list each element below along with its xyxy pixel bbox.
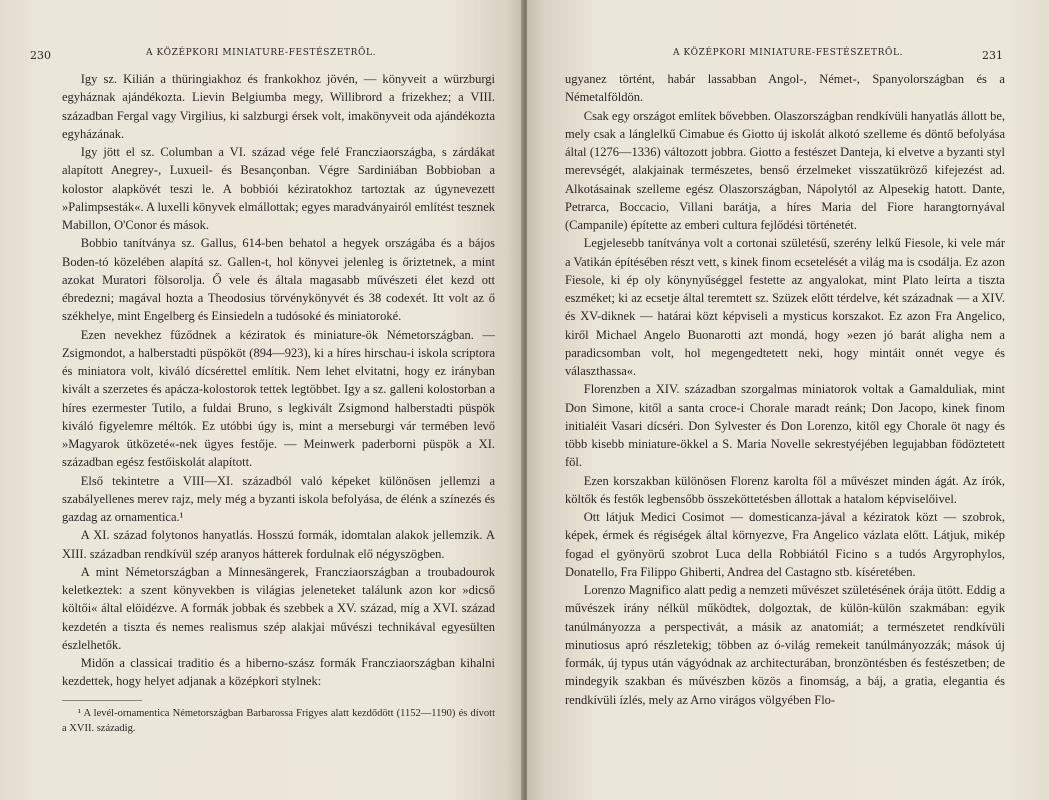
footnote [62, 706, 495, 736]
paragraph: Csak egy országot említek bővebben. Olaszországban rendkívüli hanyatlás állott be, mely csak a lánglelkű Cimabue és Giotto új iskolát alkotó szelleme és döntő befolyása által (1276—1336) változott jobbra. Giotto a festészet Danteja, ki elvetve a byzanti styl merevségét, alakjainak természetes, benső érzelmeket visszatükröző kifejezést ad. Alkotásainak szelleme egész Olaszországban, Nápolytól az Alpesekig hatott. Dante, Petrarca, Boccacio, Villani barátja, a híres Maria del Fiore harangtornyával (Campanile) építette az emberi cultura fejlődési történetét. [565, 108, 1005, 232]
page-body [565, 70, 1005, 709]
paragraph: Ezen nevekhez fűződnek a kéziratok és miniature-ök Németországban. — Zsigmondot, a halberstadti püspököt (894—923), ki a híres hirschau-i iskola scriptora és miniatora volt, kiváló dícsérettel említik. Nem lehet elvitatni, hogy ez irányban kivált a szerzetes és apácza-kolostorok tettek legtöbbet. Igy a sz. galleni kolostorban a híres ezermester Tutilo, a fuldai Bruno, s legkivált Zsigmond halberstadti püspök kiváló figyelemre méltók. Ez utóbbi úgy is, mint a merseburgi vár termében levő »Magyarok ütközeté«-nek ügyes festője. — Meinwerk paderborni püspök a XI. században egész festőiskolát alapított. [62, 327, 495, 470]
paragraph: Lorenzo Magnifico alatt pedig a nemzeti művészet születésének órája ütött. Eddig a művészek irány nélkül működtek, dolgoztak, de külön-külön szakmában: egyik tanúlmányozza a perspectivát, a másik az anatomiát; a természetet rendkívüli minutiosus apró részletekig; többen az ó-világ remekeit tanúlmányozzák; mások új formák, új typus után vágyódnak az architecturában, bronzöntésben és festészetben; de mindegyik szakban és művészben közös a finomság, a báj, a gratia, elegantia és rendkívüli ízlés, mely az Arno virágos völgyében Flo- [565, 583, 1005, 707]
paragraph: Midőn a classicai traditio és a hiberno-szász formák Francziaországban kihalni kezdettek, hogy helyet adjanak a középkori stylnek: [62, 656, 495, 689]
page-number: 231 [982, 49, 1003, 62]
page-body [62, 70, 495, 691]
paragraph: A mint Németországban a Minnesängerek, Francziaországban a troubadourok keletkeztek: a szent könyvekben is világias jeleneteket találunk azon kor »dicső költői« által elöidézve. A formák jobbak és szebbek a XV. század, míg a XVI. század kezdetén a tiszta és nemes realismus szép alakjai művészi technikával egyesülten észlelhetők. [62, 564, 495, 652]
page-number: 230 [30, 49, 51, 62]
running-head: A KÖZÉPKORI MINIATURE-FESTÉSZETRŐL. [146, 48, 377, 58]
paragraph: Legjelesebb tanítványa volt a cortonai születésű, szerény lelkű Fiesole, ki vele már a Vatikán építésében részt vett, s kinek finom ecsetelését a világ ma is csodálja. Ez azon Fiesole, ki ép oly könynyűséggel festette az angyalokat, mint Plato leírta a tiszta eszméket; ki az ecsetje által teremtett sz. Szüzek előtt térdelve, két századnak — a XIV. és XV-diknek — határai közt képviseli a mysticus korszakot. Ez azon Fra Angelico, kiről Michael Angelo Buonarotti azt mondá, hogy »ezen jó barát aligha nem a paradicsomban volt, hol megengedtetett neki, hogy mintáit onnét vegye és választhassa«. [565, 236, 1005, 378]
footnote-rule [62, 700, 142, 701]
paragraph: ugyanez történt, habár lassabban Angol-, Német-, Spanyolországban és a Németalföldön. [565, 72, 1005, 105]
running-head: A KÖZÉPKORI MINIATURE-FESTÉSZETRŐL. [673, 48, 904, 58]
right-page [527, 0, 1049, 800]
paragraph: Első tekintetre a VIII—XI. századból való képeket különösen jellemzi a szabályellenes merev rajz, mely még a byzanti iskola befolyása, de élénk a színezés és gazdag az ornamentica.¹ [62, 473, 495, 524]
paragraph: Bobbio tanítványa sz. Gallus, 614-ben behatol a hegyek országába és a bájos Boden-tó közelében alapítá sz. Gallen-t, hol könyvei jelenleg is őriztetnek, a mint azokat Muratori fölsorolja. Ő vele és általa magasabb művészeti élet kezd ott ébredezni; magával hozta a Theodosius törvénykönyvét és 38 codexét. Itt volt az ő székhelye, mint Engelberg és Einsiedeln a tudósoké és miniatoroké. [62, 236, 495, 324]
footnote-text: ¹ A levél-ornamentica Németországban Barbarossa Frigyes alatt kezdődött (1152—1190) és dívott a XVII. századig. [62, 708, 495, 734]
paragraph: A XI. század folytonos hanyatlás. Hosszú formák, idomtalan alakok jellemzik. A XIII. században rendkívül szép aranyos hátterek fordulnak elő négyszögben. [62, 528, 495, 561]
paragraph: Igy sz. Kilián a thüringiakhoz és frankokhoz jövén, — könyveit a würzburgi egyháznak ajándékozta. Lievin Belgiumba megy, Willibrord a frizekhez; a VIII. században Fergal vagy Virgilius, ki salzburgi érsek volt, imakönyveit oda ajándékozta egyházának. [62, 72, 495, 141]
paragraph: Florenzben a XIV. században szorgalmas miniatorok voltak a Gamalduliak, mint Don Simone, kitől a santa croce-i Chorale maradt reánk; Don Jacopo, kinek finom initialéit Vasari dícséri. Don Sylvester és Don Lorenzo, kitől egy Chorale öt nagy és több kisebb miniature-ökkel a S. Maria Novelle sekrestyéjében legujabban födöztetett föl. [565, 382, 1005, 470]
paragraph: Ott látjuk Medici Cosimot — domesticanza-jával a kéziratok közt — szobrok, képek, érmek és régiségek által környezve, Fra Angelico vázlata előtt. Látjuk, mikép fogad el gyönyörű szobrot Luca della Robbiától Ficino s a tudós Argyrophylos, Donatello, Fra Filippo Ghiberti, Andrea del Castagno stb. kíséretében. [565, 510, 1005, 579]
paragraph: Igy jött el sz. Columban a VI. század vége felé Francziaországba, s zárdákat alapított Anegrey-, Luxueil- és Besançonban. Végre Sardiniában Bobbioban a kolostor alapkövét teszi le. A bobbiói kéziratokhoz tartoztak az úgynevezett »Palimpsesták«. A luxelli könyvek elmállottak; egyes maradványairól említést tesznek Mabillon, O'Conor és mások. [62, 145, 495, 232]
paragraph: Ezen korszakban különösen Florenz karolta föl a művészet minden ágát. Az írók, költők és festők legbensőbb összeköttetésben állottak a hatalom képviselőivel. [565, 473, 1005, 506]
left-page [0, 0, 523, 800]
